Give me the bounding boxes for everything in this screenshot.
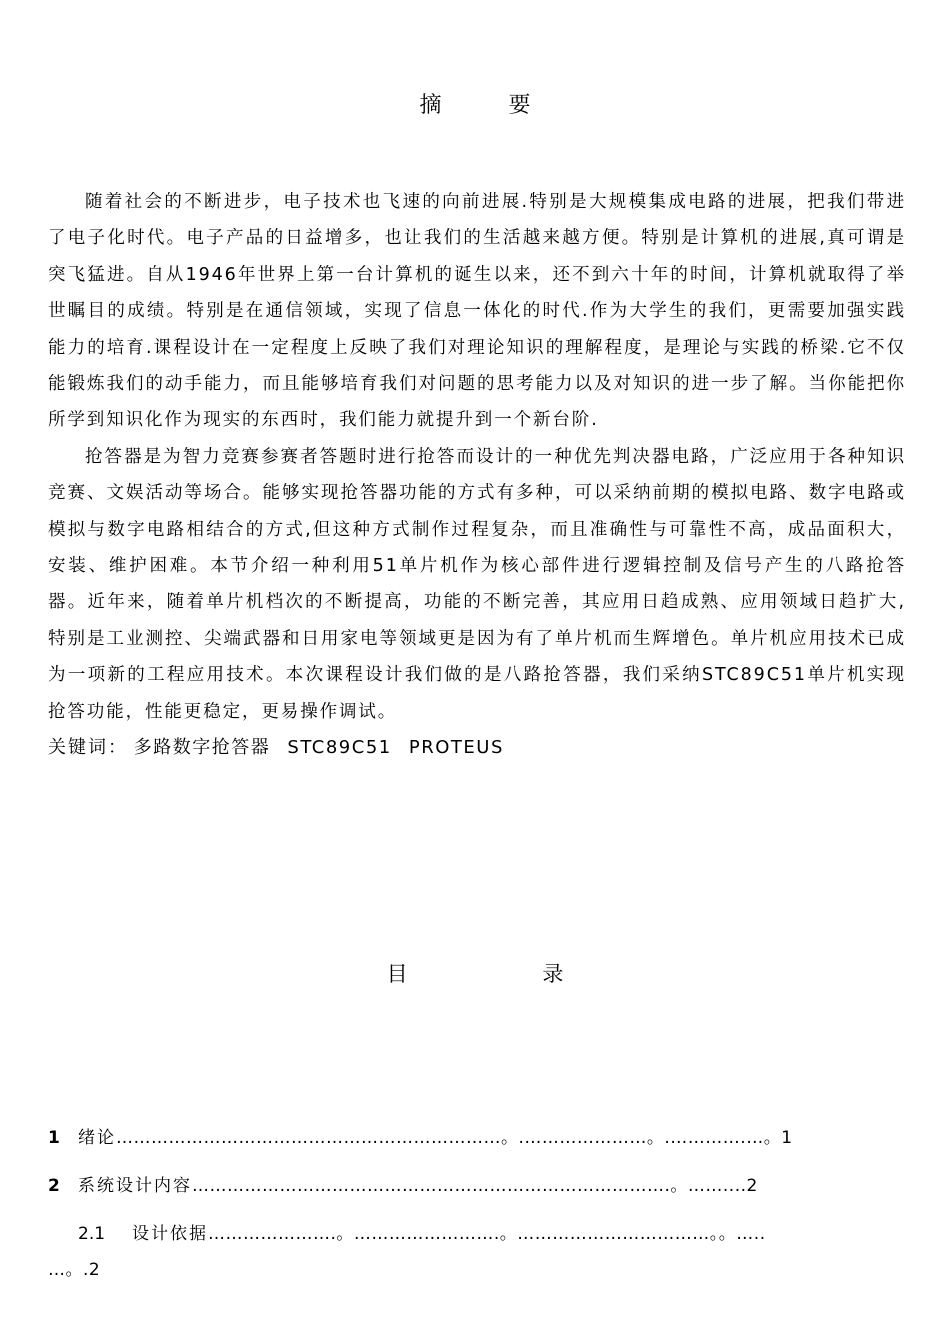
toc-entry-label: 绪论 — [78, 1128, 116, 1148]
toc-sub-entry-continuation — [48, 1252, 906, 1288]
toc-entry-number: 1 — [48, 1128, 60, 1148]
keywords-label: 关键词： — [48, 737, 128, 759]
toc-sub-entry-leader: ………………….。…………………….。……………………………。。….. — [208, 1224, 766, 1244]
toc-sub-entry-label: 设计依据 — [132, 1224, 208, 1244]
toc-sub-entry-page: 2 — [88, 1260, 100, 1280]
keyword-item: 多路数字抢答器 — [133, 737, 271, 759]
abstract-body — [48, 184, 906, 766]
toc-entry-page: 2 — [746, 1176, 758, 1196]
toc-entry-leader: …………………………………………………………。.…………………。.………….…。 — [116, 1128, 782, 1148]
keyword-item: STC89C51 — [287, 737, 392, 759]
toc-sub-entry-number: 2.1 — [78, 1224, 106, 1244]
toc-entry-number: 2 — [48, 1176, 60, 1196]
abstract-paragraph-1: 随着社会的不断进步，电子技术也飞速的向前进展.特别是大规模集成电路的进展，把我们带进了电子化时代。电子产品的日益增多，也让我们的生活越来越方便。特别是计算机的进展,真可谓是突飞猛进。自从1946年世界上第一台计算机的诞生以来，还不到六十年的时间，计算机就取得了举世瞩目的成绩。特别是在通信领域，实现了信息一体化的时代.作为大学生的我们，更需要加强实践能力的培育.课程设计在一定程度上反映了我们对理论知识的理解程度，是理论与实践的桥梁.它不仅能锻炼我们的动手能力，而且能够培育我们对问题的思考能力以及对知识的进一步了解。当你能把你所学到知识化作为现实的东西时，我们能力就提升到一个新台阶. — [48, 192, 906, 431]
toc-entry[interactable] — [48, 1120, 906, 1168]
toc-entry-page: 1 — [781, 1128, 793, 1148]
toc-entry-label: 系统设计内容 — [78, 1176, 192, 1196]
table-of-contents — [48, 1120, 906, 1288]
toc-entry-leader: ……………………………………………………………………….。…….... — [192, 1176, 747, 1196]
toc-entry[interactable] — [48, 1168, 906, 1216]
abstract-title: 摘 要 — [419, 93, 561, 118]
keyword-item: PROTEUS — [408, 737, 504, 759]
toc-title: 目 录 — [386, 962, 628, 986]
keywords-line — [48, 730, 906, 766]
toc-sub-entry-leader: …。. — [48, 1260, 89, 1280]
abstract-paragraph-2: 抢答器是为智力竞赛参赛者答题时进行抢答而设计的一种优先判决器电路，广泛应用于各种知识竞赛、文娱活动等场合。能够实现抢答器功能的方式有多种，可以采纳前期的模拟电路、数字电路或模拟与数字电路相结合的方式,但这种方式制作过程复杂，而且准确性与可靠性不高，成品面积大，安装、维护困难。本节介绍一种利用51单片机作为核心部件进行逻辑控制及信号产生的八路抢答器。近年来，随着单片机档次的不断提高，功能的不断完善，其应用日趋成熟、应用领域日趋扩大,特别是工业测控、尖端武器和日用家电等领域更是因为有了单片机而生辉增色。单片机应用技术已成为一项新的工程应用技术。本次课程设计我们做的是八路抢答器，我们采纳STC89C51单片机实现抢答功能，性能更稳定，更易操作调试。 — [48, 446, 906, 722]
toc-sub-entry[interactable] — [48, 1216, 906, 1252]
